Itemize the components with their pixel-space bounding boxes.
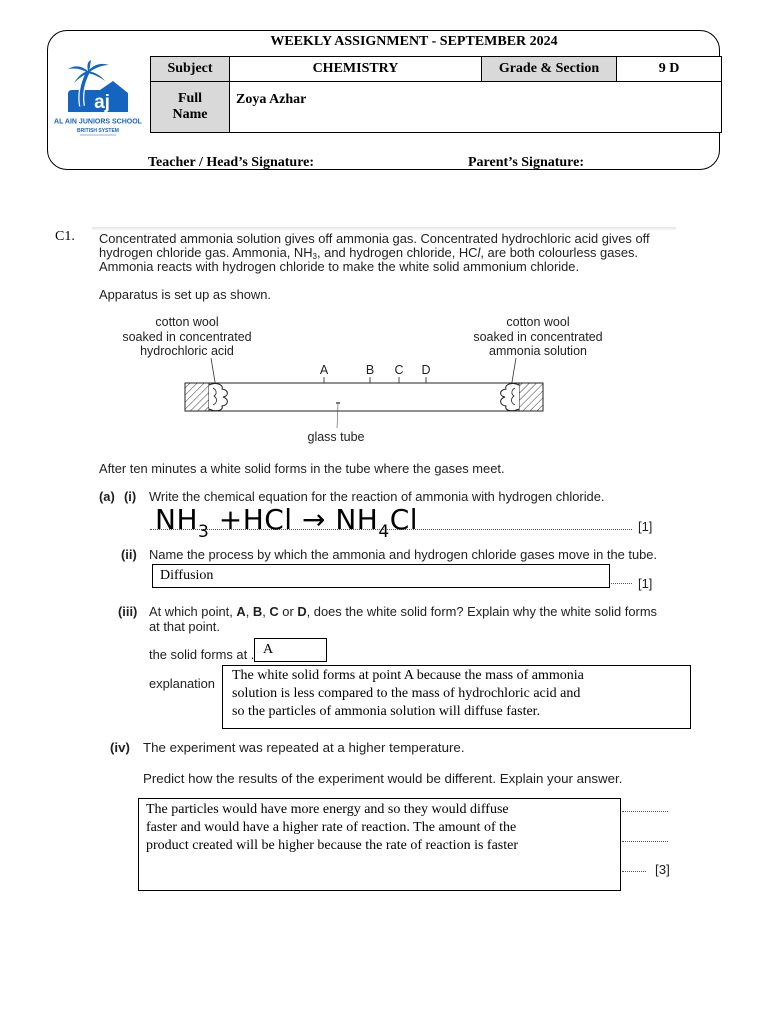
name-label-line: Name	[172, 107, 208, 122]
subject-label-cell	[150, 56, 230, 82]
part-iv-answer-box[interactable]	[138, 798, 621, 891]
student-name: Zoya Azhar	[236, 92, 307, 107]
point-option: A	[236, 604, 246, 619]
right-cotton-label-line: ammonia solution	[489, 344, 587, 358]
intro-line-3: Ammonia reacts with hydrogen chloride to make the white solid ammonium chloride.	[99, 259, 580, 274]
grade-value: 9 D	[658, 61, 680, 76]
prompt-text: or	[278, 604, 298, 619]
part-ii-label: (ii)	[121, 547, 137, 562]
name-value-cell	[230, 82, 722, 133]
part-iii-prompt-line-2: at that point.	[149, 619, 220, 634]
question-number: C1.	[55, 229, 75, 244]
logo-school-name: AL AIN JUNIORS SCHOOL	[54, 118, 142, 126]
point-prompt: the solid forms at .	[149, 647, 255, 662]
part-i-label: (i)	[124, 489, 137, 504]
equation-part: NH	[325, 503, 379, 536]
apparatus-text: Apparatus is set up as shown.	[99, 287, 271, 302]
logo-system-name: BRITISH SYSTEM	[77, 128, 119, 134]
left-stopper	[185, 383, 209, 411]
part-iv-prompt-line-2: Predict how the results of the experiment would be different. Explain your answer.	[143, 771, 623, 786]
point-answer-box[interactable]	[254, 638, 327, 662]
part-iii-prompt-line-1	[149, 605, 657, 619]
logo-palm-fronds	[68, 60, 109, 83]
answer-dotted-line	[622, 871, 646, 872]
answer-dotted-line	[622, 811, 668, 812]
subscript: 3	[312, 252, 317, 261]
left-cotton-label-line: cotton wool	[155, 315, 219, 329]
part-iv-marks: [3]	[655, 862, 670, 877]
glass-tube-label: glass tube	[307, 430, 365, 444]
logo-monogram: aj	[94, 92, 110, 113]
left-cotton-label-line: hydrochloric acid	[140, 344, 234, 358]
right-cotton-label-line: soaked in concentrated	[473, 330, 603, 344]
part-iv-answer-line: The particles would have more energy and so they would diffuse	[146, 802, 509, 817]
assignment-title: WEEKLY ASSIGNMENT - SEPTEMBER 2024	[270, 34, 558, 49]
explanation-line: so the particles of ammonia solution will diffuse faster.	[232, 704, 541, 719]
part-i-prompt: Write the chemical equation for the reaction of ammonia with hydrogen chloride.	[149, 489, 605, 504]
explanation-line: The white solid forms at point A because the mass of ammonia	[232, 668, 584, 683]
explanation-line: solution is less compared to the mass of hydrochloric acid and	[232, 686, 581, 701]
intro-text: , and hydrogen chloride, HC	[316, 245, 478, 260]
point-label-d: D	[421, 363, 431, 377]
italic-letter: l	[477, 245, 481, 260]
grade-label-cell	[482, 56, 617, 82]
intro-text: hydrogen chloride gas. Ammonia, NH	[99, 245, 313, 260]
part-ii-answer: Diffusion	[160, 568, 214, 583]
part-a-label: (a)	[99, 489, 115, 504]
intro-line-2	[99, 246, 638, 260]
palm-frond	[88, 64, 109, 73]
intro-text: , are both colourless gases.	[480, 245, 639, 260]
part-ii-prompt: Name the process by which the ammonia and hydrogen chloride gases move in the tube.	[149, 547, 658, 562]
point-option: D	[297, 604, 307, 619]
palm-frond	[88, 71, 105, 81]
right-cotton-label-line: cotton wool	[506, 315, 570, 329]
subject-value: CHEMISTRY	[312, 61, 399, 76]
prompt-text: ,	[262, 604, 270, 619]
after-text: After ten minutes a white solid forms in the tube where the gases meet.	[99, 461, 505, 476]
equation-subscript: 3	[198, 522, 210, 542]
grade-label: Grade & Section	[498, 61, 600, 76]
parent-signature-label: Parent’s Signature:	[468, 155, 585, 170]
point-option: B	[252, 604, 263, 619]
explanation-label: explanation	[149, 676, 215, 691]
left-cotton-wool	[209, 384, 227, 411]
right-stopper	[519, 383, 543, 411]
part-ii-answer-box[interactable]	[152, 564, 610, 588]
point-option: C	[269, 604, 279, 619]
answer-dotted-line	[611, 583, 632, 584]
right-cotton-wool	[501, 384, 519, 411]
name-label-cell	[150, 82, 230, 133]
apparatus-diagram	[90, 305, 670, 450]
part-ii-marks: [1]	[638, 576, 653, 591]
tube-label-leader	[337, 404, 338, 428]
handwritten-equation[interactable]	[155, 503, 419, 542]
prompt-text: , does the white solid form? Explain why the white solid forms	[306, 604, 657, 619]
intro-line-1: Concentrated ammonia solution gives off ammonia gas. Concentrated hydrochloric acid gives off	[99, 231, 650, 246]
teacher-signature-label: Teacher / Head’s Signature:	[148, 155, 315, 170]
answer-dotted-line	[622, 841, 668, 842]
part-iii-label: (iii)	[118, 604, 138, 619]
part-iv-label: (iv)	[110, 740, 130, 755]
equation-part: NH	[155, 503, 198, 536]
subject-value-cell	[230, 56, 482, 82]
equation-part: Cl	[389, 503, 419, 536]
point-label-b: B	[365, 363, 375, 377]
point-label-a: A	[319, 363, 329, 377]
part-iv-prompt-line-1: The experiment was repeated at a higher temperature.	[143, 740, 465, 755]
grade-value-cell	[617, 56, 722, 82]
equation-part: +HCl	[209, 503, 302, 536]
arrow-icon: →	[301, 503, 326, 536]
part-iv-answer-line: faster and would have a higher rate of reaction. The amount of the	[146, 820, 517, 835]
prompt-text: ,	[245, 604, 253, 619]
name-label-line: Full	[177, 91, 203, 106]
prompt-text: At which point,	[149, 604, 237, 619]
school-logo	[52, 60, 144, 140]
point-label-c: C	[394, 363, 404, 377]
left-cotton-label-line: soaked in concentrated	[122, 330, 252, 344]
explanation-answer-box[interactable]	[222, 665, 691, 729]
part-i-marks: [1]	[638, 519, 653, 534]
subject-label: Subject	[167, 61, 213, 76]
equation-subscript: 4	[378, 522, 390, 542]
point-answer: A	[263, 642, 274, 657]
part-iv-answer-line: product created will be higher because the rate of reaction is faster	[146, 838, 518, 853]
